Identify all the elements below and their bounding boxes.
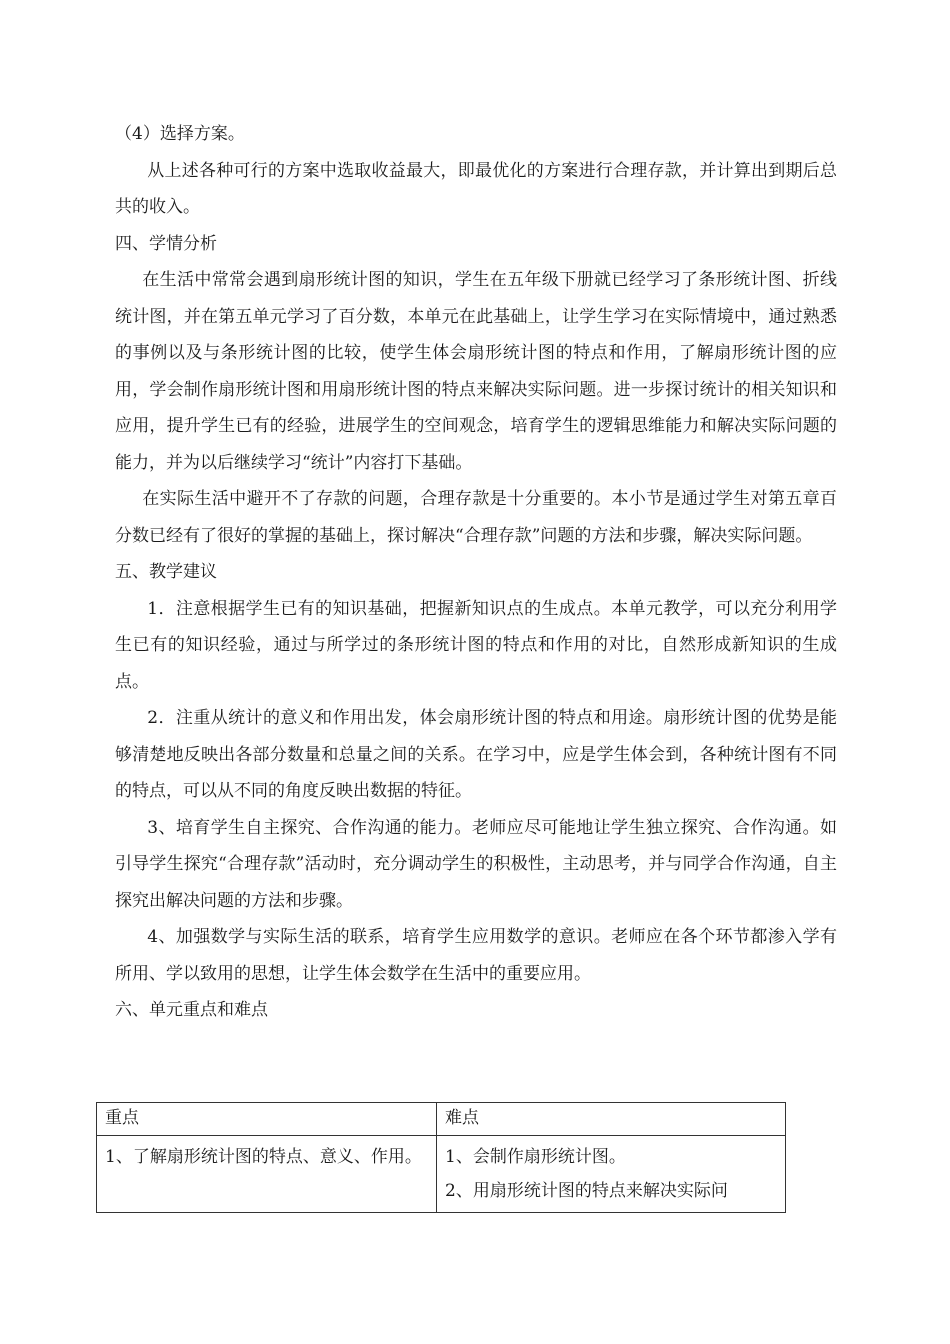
step-4-paragraph: 从上述各种可行的方案中选取收益最大，即最优化的方案进行合理存款，并计算出到期后总共的收入。 [115, 160, 837, 217]
difficulty-item: 2、用扇形统计图的特点来解决实际问 [445, 1181, 728, 1201]
table-row [97, 1136, 786, 1213]
table-header-row [97, 1103, 786, 1136]
header-key-points: 重点 [97, 1103, 437, 1136]
section-4-heading: 四、学情分析 [115, 233, 217, 254]
suggestion-3: 3、培育学生自主探究、合作沟通的能力。老师应尽可能地让学生独立探究、合作沟通。如引导学生探究“合理存款”活动时，充分调动学生的积极性，主动思考，并与同学合作沟通，自主探究出解决问题的方法和步骤。 [115, 817, 837, 911]
step-4-heading: （4）选择方案。 [115, 124, 245, 144]
document-body [115, 116, 837, 1029]
learning-analysis-paragraph-2: 在实际生活中避开不了存款的问题，合理存款是十分重要的。本小节是通过学生对第五章百分数已经有了很好的掌握的基础上，探讨解决“合理存款”问题的方法和步骤，解决实际问题。 [115, 489, 837, 546]
section-6-heading: 六、单元重点和难点 [115, 1000, 268, 1020]
suggestion-1: 1．注意根据学生已有的知识基础，把握新知识点的生成点。本单元教学，可以充分利用学生已有的知识经验，通过与所学过的条形统计图的特点和作用的对比，自然形成新知识的生成点。 [115, 598, 837, 692]
key-point-item: 1、了解扇形统计图的特点、意义、作用。 [105, 1147, 422, 1167]
key-points-cell [97, 1136, 437, 1213]
learning-analysis-paragraph-1: 在生活中常常会遇到扇形统计图的知识，学生在五年级下册就已经学习了条形统计图、折线统计图，并在第五单元学习了百分数，本单元在此基础上，让学生学习在实际情境中，通过熟悉的事例以及与条形统计图的比较，使学生体会扇形统计图的特点和作用，了解扇形统计图的应用，学会制作扇形统计图和用扇形统计图的特点来解决实际问题。进一步探讨统计的相关知识和应用，提升学生已有的经验，进展学生的空间观念，培育学生的逻辑思维能力和解决实际问题的能力，并为以后继续学习“统计”内容打下基础。 [115, 270, 837, 473]
difficulties-cell [437, 1136, 786, 1213]
key-points-table [96, 1102, 786, 1213]
suggestion-4: 4、加强数学与实际生活的联系，培育学生应用数学的意识。老师应在各个环节都渗入学有所用、学以致用的思想，让学生体会数学在生活中的重要应用。 [115, 927, 837, 984]
header-difficulties: 难点 [437, 1103, 786, 1136]
difficulty-item: 1、会制作扇形统计图。 [445, 1147, 626, 1167]
suggestion-2: 2．注重从统计的意义和作用出发，体会扇形统计图的特点和用途。扇形统计图的优势是能够清楚地反映出各部分数量和总量之间的关系。在学习中，应是学生体会到，各种统计图有不同的特点，可以从不同的角度反映出数据的特征。 [115, 708, 837, 801]
section-5-heading: 五、教学建议 [115, 562, 217, 582]
